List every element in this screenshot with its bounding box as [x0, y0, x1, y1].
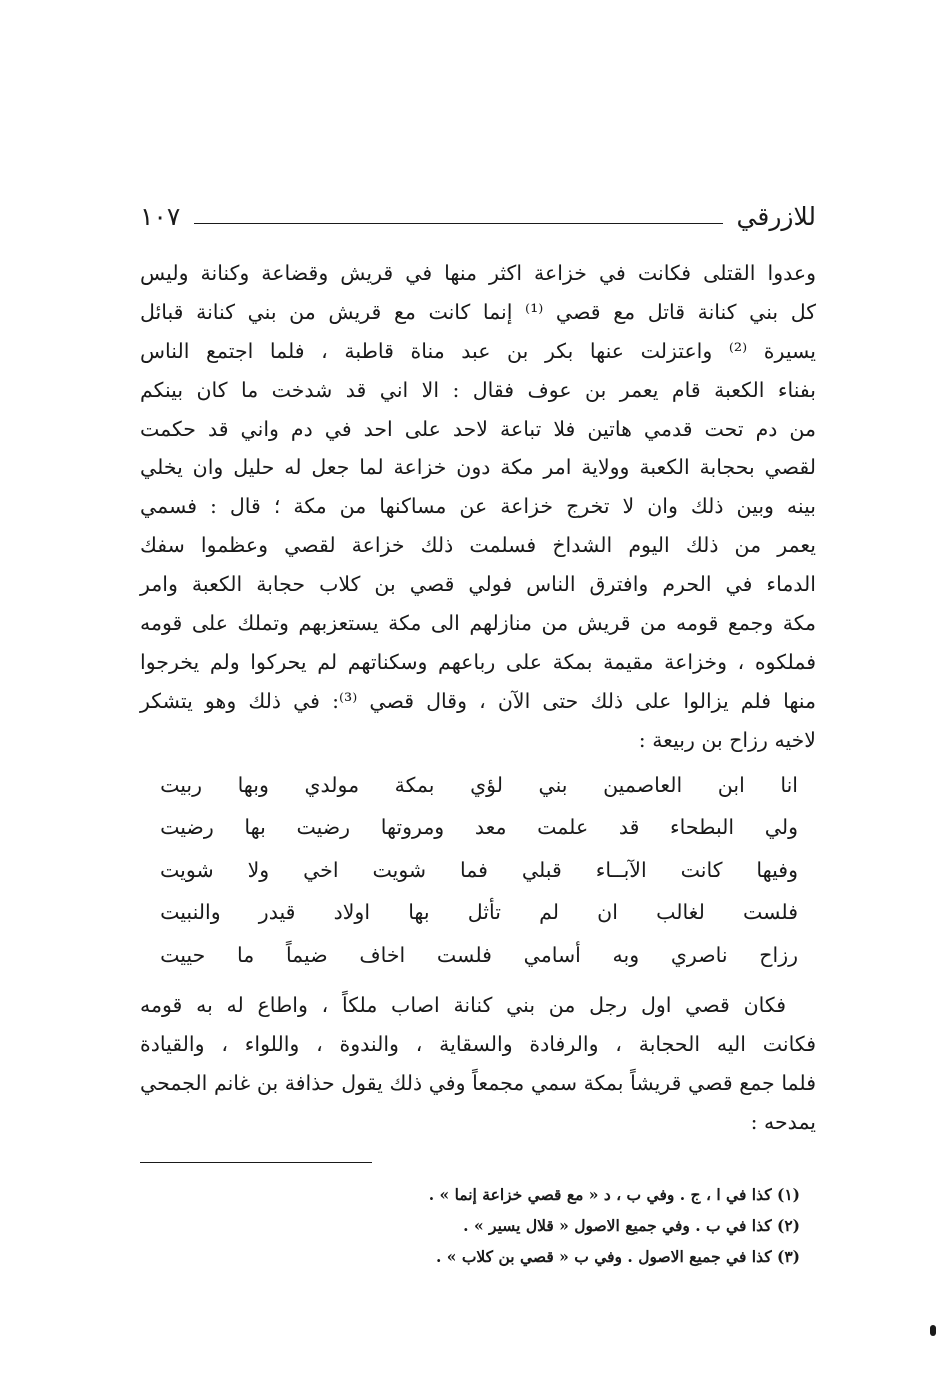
- text-line: الدماء في الحرم وافترق الناس فولي قصي بن كلاب حجابة الكعبة وامر: [140, 572, 816, 597]
- text-line: فلما جمع قصي قريشاً بمكة سمي مجمعاً وفي ذلك يقول حذافة بن غانم الجمحي: [140, 1070, 816, 1095]
- verse-word: معد: [474, 815, 507, 840]
- paragraph-1: [140, 254, 816, 760]
- verse-word: بها: [408, 900, 430, 925]
- verse-word: لغالب: [656, 900, 705, 925]
- verse-word: رزاح: [759, 942, 798, 967]
- text-line: يعمر من ذلك اليوم الشداخ فسلمت ذلك خزاعة لقصي وعظموا سفك: [140, 533, 816, 558]
- book-page: [140, 192, 816, 1272]
- poem-verse: [160, 764, 798, 807]
- header-rule: [194, 223, 722, 224]
- poem-verse: [160, 806, 798, 849]
- verse-word: انا: [780, 772, 798, 797]
- verse-word: ما: [237, 942, 255, 967]
- verse-word: بمكة: [394, 772, 435, 797]
- verse-word: ان: [597, 900, 618, 925]
- verse-word: اخاف: [359, 942, 406, 967]
- verse-word: قد: [618, 815, 640, 840]
- verse-word: فلست: [742, 900, 798, 925]
- text-line: من دم تحت قدمي هاتين فلا تباعة لاحد على احد في دم واني قد حكمت: [140, 416, 816, 441]
- running-title: للازرقي: [736, 202, 816, 231]
- verse-word: ضيماً: [285, 942, 328, 967]
- text-line: فكانت اليه الحجابة ، والرفادة والسقاية ، والندوة ، واللواء ، والقيادة: [140, 1031, 816, 1056]
- poem-verse: [160, 934, 798, 977]
- page-body: [140, 254, 816, 1142]
- text-line: وعدوا القتلى فكانت في خزاعة اكثر منها في قريش وقضاعة وكنانة وليس: [140, 261, 816, 285]
- margin-mark: [930, 1325, 936, 1336]
- text-line: مكة وجمع قومه من قريش من منازلهم الى مكة يستعزبهم وتملك على قومه: [140, 611, 816, 636]
- verse-word: فما: [460, 857, 488, 882]
- text-line: فملكوه ، وخزاعة مقيمة بمكة على رباعهم وسكناتهم لم يحركوا ولم يخرجوا: [140, 649, 816, 674]
- verse-word: ابن: [717, 772, 745, 797]
- text-line: لاخيه رزاح بن ربيعة :: [638, 727, 816, 752]
- footnote: (٢) كذا في ب . وفي جميع الاصول « قلال يسير » .: [463, 1215, 800, 1235]
- verse-word: وبها: [237, 772, 269, 797]
- verse-word: بها: [244, 815, 266, 840]
- verse-word: اخي: [303, 857, 339, 882]
- poem-verse: [160, 849, 798, 892]
- verse-word: لؤي: [470, 772, 503, 797]
- verse-word: وفيها: [756, 857, 798, 882]
- footnote: (١) كذا في ا ، ج . وفي ب ، د « مع قصي خزاعة إنما » .: [428, 1184, 800, 1204]
- text-line: كل بني كنانة قاتل مع قصي ⁽¹⁾ إنما كانت مع قريش من بني كنانة قبائل: [140, 299, 816, 324]
- text-line: فكان قصي اول رجل من بني كنانة اصاب ملكاً ، واطاع له به قومه: [140, 993, 786, 1018]
- verse-word: علمت: [537, 815, 589, 840]
- verse-word: البطحاء: [670, 815, 735, 840]
- verse-word: بني: [538, 772, 568, 797]
- verse-word: الآبــاء: [595, 857, 647, 882]
- text-line: بفناء الكعبة قام يعمر بن عوف فقال : الا اني قد شدخت ما كان بينكم: [140, 377, 816, 402]
- verse-word: ومروتها: [380, 815, 445, 840]
- text-line: يسيرة ⁽²⁾ واعتزلت عنها بكر بن عبد مناة قاطبة ، فلما اجتمع الناس: [140, 338, 816, 363]
- paragraph-2: [140, 986, 816, 1142]
- verse-word: ولا: [247, 857, 270, 882]
- text-line: يمدحه :: [750, 1109, 816, 1134]
- verse-word: لم: [539, 900, 559, 925]
- verse-word: ناصري: [670, 942, 728, 967]
- poem: [140, 764, 816, 977]
- verse-word: ربيت: [160, 772, 202, 797]
- verse-word: تأثل: [467, 900, 501, 925]
- footnote-rule: [140, 1162, 372, 1163]
- verse-word: شويت: [372, 857, 427, 882]
- verse-word: أسامي: [523, 942, 581, 967]
- text-line: منها فلم يزالوا على ذلك حتى الآن ، وقال قصي ⁽³⁾: في ذلك وهو يتشكر: [140, 688, 816, 713]
- verse-word: حييت: [160, 942, 206, 967]
- verse-word: اولاد: [333, 900, 371, 925]
- footnotes: [140, 1179, 816, 1272]
- verse-word: قيدر: [258, 900, 296, 925]
- text-line: لقصي بحجابة الكعبة وولاية امر مكة دون خزاعة لما جعل له حليل وان يخلي: [140, 455, 816, 480]
- verse-word: والنبيت: [160, 900, 221, 925]
- verse-word: شويت: [160, 857, 214, 882]
- verse-word: كانت: [680, 857, 723, 882]
- verse-word: فلست: [436, 942, 492, 967]
- page-header: [140, 192, 816, 232]
- verse-word: ولي: [764, 815, 798, 840]
- poem-verse: [160, 891, 798, 934]
- page-number: ١٠٧: [140, 202, 181, 231]
- verse-word: رضيت: [296, 815, 351, 840]
- verse-word: رضيت: [160, 815, 214, 840]
- footnote: (٣) كذا في جميع الاصول . وفي ب « قصي بن كلاب » .: [435, 1246, 800, 1266]
- text-line: بينه وبين ذلك وان لا تخرج خزاعة عن مساكنها من مكة ؛ قال : فسمي: [140, 494, 816, 519]
- verse-word: العاصمين: [603, 772, 683, 797]
- verse-word: مولدي: [304, 772, 360, 797]
- verse-word: قبلي: [521, 857, 562, 882]
- verse-word: وبه: [612, 942, 640, 967]
